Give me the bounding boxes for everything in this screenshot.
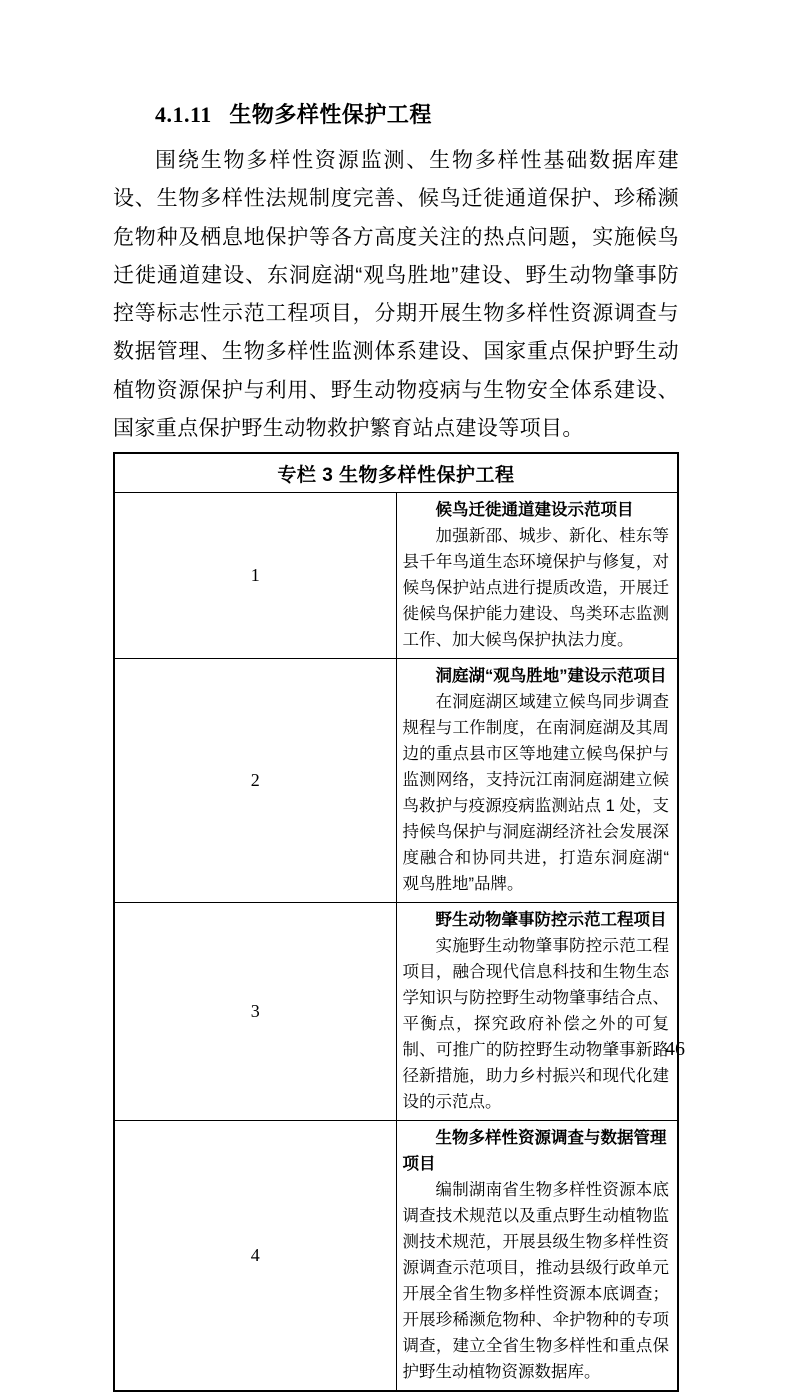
section-number: 4.1.11 — [155, 102, 212, 127]
row-content — [396, 1121, 678, 1392]
row-number: 1 — [114, 493, 396, 659]
project-title: 野生动物肇事防控示范工程项目 — [435, 911, 667, 930]
row-content — [396, 659, 678, 903]
intro-paragraph: 围绕生物多样性资源监测、生物多样性基础数据库建设、生物多样性法规制度完善、候鸟迁徙通道保护、珍稀濒危物种及栖息地保护等各方高度关注的热点问题，实施候鸟迁徙通道建设、东洞庭湖“观鸟胜地”建设、野生动物肇事防控等标志性示范工程项目，分期开展生物多样性资源调查与数据管理、生物多样性监测体系建设、国家重点保护野生动植物资源保护与利用、野生动物疫病与生物安全体系建设、国家重点保护野生动物救护繁育站点建设等项目。 — [113, 149, 679, 441]
project-description: 加强新邵、城步、新化、桂东等县千年鸟道生态环境保护与修复，对候鸟保护站点进行提质改造，开展迁徙候鸟保护能力建设、鸟类环志监测工作、加大候鸟保护执法力度。 — [402, 527, 669, 650]
table-row — [114, 493, 678, 659]
project-description: 在洞庭湖区域建立候鸟同步调查规程与工作制度，在南洞庭湖及其周边的重点县市区等地建立候鸟保护与监测网络，支持沅江南洞庭湖建立候鸟救护与疫源疫病监测站点 1 处，支持候鸟保护与洞庭湖经济社会发展深度融合和协同共进，打造东洞庭湖“ 观鸟胜地”品牌。 — [402, 693, 669, 894]
project-description: 实施野生动物肇事防控示范工程项目，融合现代信息科技和生物生态学知识与防控野生动物肇事结合点、平衡点，探究政府补偿之外的可复制、可推广的防控野生动物肇事新路径新措施，助力乡村振兴和现代化建设的示范点。 — [402, 937, 669, 1112]
panel-table-caption: 专栏 3 生物多样性保护工程 — [114, 453, 678, 493]
row-number: 3 — [114, 903, 396, 1121]
project-title: 候鸟迁徙通道建设示范项目 — [435, 501, 634, 520]
table-row — [114, 659, 678, 903]
row-content — [396, 903, 678, 1121]
project-title: 生物多样性资源调查与数据管理项目 — [402, 1129, 667, 1174]
page-content — [113, 0, 679, 1392]
row-number: 2 — [114, 659, 396, 903]
section-title: 生物多样性保护工程 — [229, 102, 432, 127]
page-number: 46 — [665, 1038, 685, 1060]
project-title: 洞庭湖“观鸟胜地”建设示范项目 — [435, 667, 667, 686]
project-description: 编制湖南省生物多样性资源本底调查技术规范以及重点野生动植物监测技术规范，开展县级生物多样性资源调查示范项目，推动县级行政单元开展全省生物多样性资源本底调查；开展珍稀濒危物种、伞护物种的专项调查，建立全省生物多样性和重点保护野生动植物资源数据库。 — [402, 1181, 669, 1382]
row-content — [396, 493, 678, 659]
row-number: 4 — [114, 1121, 396, 1392]
panel-table — [113, 452, 679, 1392]
section-heading — [113, 0, 679, 129]
panel-caption-row — [114, 453, 678, 493]
table-row — [114, 903, 678, 1121]
table-row — [114, 1121, 678, 1392]
